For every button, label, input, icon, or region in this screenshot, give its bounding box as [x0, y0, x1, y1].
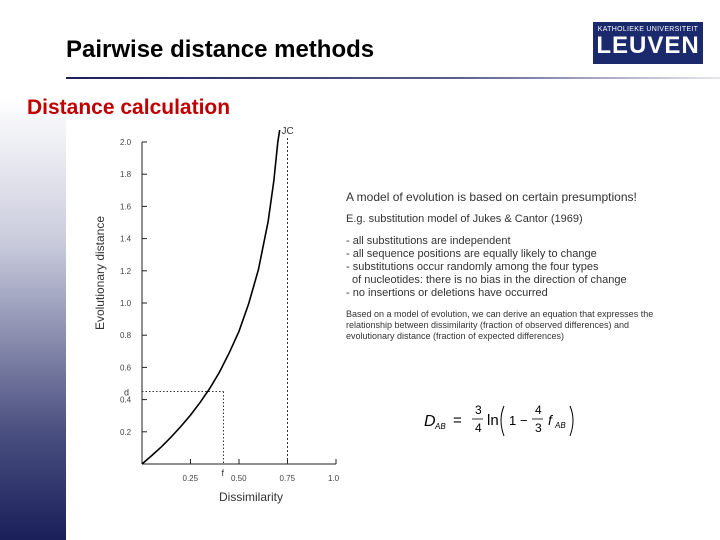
y-tick-label: 1.6: [120, 202, 132, 212]
x-tick-label: 0.75: [279, 474, 296, 483]
formula-c1-num: 3: [475, 403, 482, 417]
y-tick-label: 2.0: [120, 138, 132, 147]
notes-example: E.g. substitution model of Jukes & Cantor (1969): [346, 213, 583, 225]
d-label: d: [124, 387, 130, 398]
chart-series: [142, 130, 280, 464]
formula-c1-den: 4: [475, 421, 482, 435]
formula-one: 1: [509, 413, 517, 428]
formula-f-sub: AB: [555, 421, 566, 430]
chart-guides: [124, 126, 294, 478]
logo-main-text: LEUVEN: [596, 32, 700, 59]
y-axis-label: Evolutionary distance: [93, 215, 107, 331]
formula-d: D: [424, 413, 436, 430]
formula-d-sub: AB: [435, 422, 446, 431]
logo-top-text: KATHOLIEKE UNIVERSITEIT: [597, 26, 699, 33]
university-logo: [593, 22, 703, 64]
formula-paren-right: [570, 406, 573, 436]
chart-axes: [142, 142, 336, 464]
x-tick-label: 0.25: [182, 474, 199, 483]
notes-bullet: - all sequence positions are equally likely to change: [346, 248, 597, 260]
y-tick-label: 1.8: [120, 170, 132, 180]
jc-label: JC: [281, 126, 294, 137]
x-tick-label: 1.0: [328, 474, 340, 483]
f-label: f: [221, 468, 224, 478]
title-underline: [66, 77, 720, 79]
formula-c2-num: 4: [535, 403, 542, 417]
jukes-cantor-formula: [420, 398, 600, 448]
slide-title: Pairwise distance methods: [66, 36, 375, 63]
y-tick-label: 0.4: [120, 395, 132, 405]
formula-f: f: [548, 412, 552, 428]
notes-bullet: - all substitutions are independent: [346, 235, 511, 247]
notes-bullet: of nucleotides: there is no bias in the direction of change: [352, 274, 627, 286]
chart-ticks: [120, 138, 340, 483]
x-axis-label: Dissimilarity: [219, 490, 283, 504]
slide-subtitle: Distance calculation: [27, 96, 231, 119]
y-tick-label: 1.0: [120, 299, 132, 308]
notes-heading: A model of evolution is based on certain presumptions!: [346, 190, 637, 204]
distance-chart: [86, 120, 386, 520]
y-tick-label: 0.2: [120, 427, 132, 437]
formula-equals: =: [453, 412, 462, 429]
y-tick-label: 0.6: [120, 363, 132, 373]
formula-ln: ln: [487, 412, 499, 429]
formula-minus: −: [520, 413, 528, 428]
jc-curve: [142, 130, 280, 464]
notes-paragraph: Based on a model of evolution, we can derive an equation that expresses the relationship between dissimilarity (fraction of observed differences) and evolutionary distance (fraction of expected differences): [346, 309, 654, 341]
y-tick-label: 1.4: [120, 234, 132, 244]
y-tick-label: 0.8: [120, 331, 132, 341]
x-tick-label: 0.50: [231, 474, 247, 483]
y-tick-label: 1.2: [120, 266, 132, 276]
notes-panel: [346, 190, 676, 342]
notes-bullet: - no insertions or deletions have occurred: [346, 287, 548, 299]
formula-paren-left: [501, 406, 504, 436]
notes-bullet: - substitutions occur randomly among the four types: [346, 261, 599, 273]
side-gradient-band: [0, 0, 66, 540]
formula-c2-den: 3: [535, 421, 542, 435]
